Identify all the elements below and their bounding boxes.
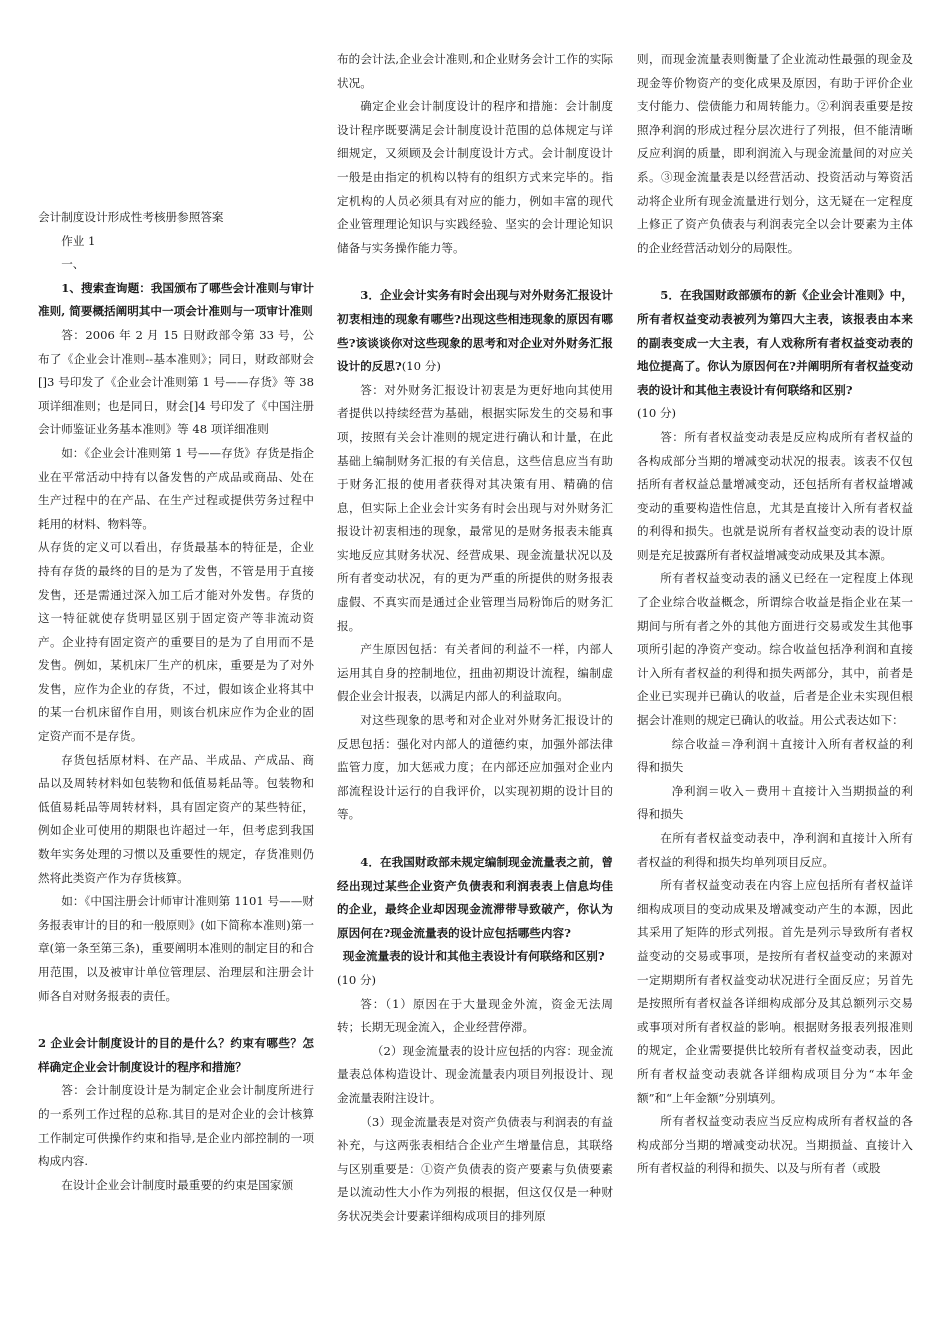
answer-1-para-4: 存货包括原材料、在产品、半成品、产成品、商品以及周转材料如包装物和低值易耗品等。包装物和低值易耗品等周转材料，具有固定资产的某些特征，例如企业可使用的期限也许超过一年，但考虑到我国数年实务处理的习惯以及重要性的规定，存货准则仍然将此类资产作为存货核算。 <box>38 752 314 885</box>
answer-5-para-1: 答：所有者权益变动表是反应构成所有者权益的各构成部分当期的增减变动状况的报表。该表不仅包括所有者权益总量增减变动，还包括所有者权益增减变动的重要构造性信息，尤其是直接计入所有者权益的利得和损失。也就是说所有者权益变动表的设计原则是充足披露所有者权益增减变动成果及其本源。 <box>637 429 913 562</box>
question-4: 4．在我国财政部未规定编制现金流量表之前，曾经出现过某些企业资产负债表和利润表表上信息均佳的企业，最终企业却因现金流滞带导致破产，你认为原因何在?现金流量表的设计应包括哪些内容? <box>337 855 613 940</box>
question-1: 1、搜索查询题：我国颁布了哪些会计准则与审计准则, 简要概括阐明其中一项会计准则与一项审计准则 <box>38 280 314 319</box>
formula-2: 净利润＝收入－费用＋直接计入当期损益的利得和损失 <box>637 783 913 822</box>
answer-4-para-1: 答：（1）原因在于大量现金外流，资金无法周转；长期无现金流入，企业经营停滞。 <box>337 996 613 1035</box>
answer-1-para-1: 答：2006 年 2 月 15 日财政部令第 33 号，公布了《企业会计准则--基本准则》；同日，财政部财会[]3 号印发了《企业会计准则第 1 号——存货》等 38 项详细准则；也是同日，财会[]4 号印发了《中国注册会计师鉴证业务基本准则》等 48 项详细准则 <box>38 327 314 437</box>
column-left <box>38 0 314 1197</box>
answer-1-para-3: 从存货的定义可以看出，存货最基本的特征是，企业持有存货的最终的目的是为了发售，不管是用于直接发售，还是需通过深入加工后才能对外发售。存货的这一特征就使存货明显区别于固定资产等非流动资产。企业持有固定资产的重要目的是为了自用而不是发售。例如，某机床厂生产的机床，重要是为了对外发售，应作为企业的存货，不过，假如该企业将其中的某一台机床留作自用，则该台机床应作为企业的固定资产而不是存货。 <box>38 540 314 744</box>
formula-1: 综合收益＝净利润＋直接计入所有者权益的利得和损失 <box>637 736 913 775</box>
answer-1-para-5: 如：《中国注册会计师审计准则第 1101 号——财务报表审计的目的和一般原则》(如下简称本准则)第一章(第一条至第三条)，重要阐明本准则的制定目的和合用范围，以及被审计单位管理层、治理层和注册会计师各自对财务报表的责任。 <box>38 894 314 1003</box>
question-5: 5．在我国财政部颁布的新《企业会计准则》中，所有者权益变动表被列为第四大主表，该报表由本来的副表变成一大主表，有人戏称所有者权益变动表的地位提高了。你认为原因何在?并阐明所有者权益变动表的设计和其他主表设计有何联络和区别? <box>637 288 913 397</box>
question-4-part-2: 现金流量表的设计和其他主表设计有何联络和区别? <box>342 949 605 964</box>
answer-5-para-2: 所有者权益变动表的涵义已经在一定程度上体现了企业综合收益概念，所谓综合收益是指企业在某一期间与所有者之外的其他方面进行交易或发生其他事项所引起的净资产变动。综合收益包括净利润和直接计入所有者权益的利得和损失两部分，其中，前者是企业已实现并已确认的收益，后者是企业未实现但根据会计准则的规定已确认的收益。用公式表达如下： <box>637 571 913 728</box>
question-5-score: (10 分) <box>637 406 677 421</box>
question-4-score: (10 分) <box>337 972 377 987</box>
question-3-text: 3．企业会计实务有时会出现与对外财务汇报设计初衷相违的现象有哪些?出现这些相违现象的原因有哪些?该谈谈你对这些现象的思考和对企业对外财务汇报设计的反思? <box>337 288 613 374</box>
question-3-score: (10 分) <box>401 359 441 374</box>
answer-2-para-1: 答：会计制度设计是为制定企业会计制度所进行的一系列工作过程的总称.其目的是对企业的会计核算工作制定可供操作约束和指导,是企业内部控制的一项构成内容. <box>38 1083 314 1169</box>
answer-2-para-2: 在设计企业会计制度时最重要的约束是国家颁 <box>61 1177 294 1192</box>
question-2: 2 企业会计制度设计的目的是什么？约束有哪些？怎样确定企业会计制度设计的程序和措施？ <box>38 1036 314 1074</box>
answer-2-para-3: 布的会计法,企业会计准则,和企业财务会计工作的实际状况。 <box>337 52 613 90</box>
answer-3-para-1: 答：对外财务汇报设计初衷是为更好地向其使用者提供以持续经营为基础，根据实际发生的交易和事项，按照有关会计准则的规定进行确认和计量，在此基础上编制财务汇报的有关信息，这些信息应当有助于财务汇报的使用者获得对其决策有用、精确的信息，但实际上企业会计实务有时会出现与对外财务汇报设计初衷相违的现象，最常见的是财务报表未能真实地反应其财务状况、经营成果、现金流量状况以及所有者变动状况，有的更为严重的所提供的财务报表虚假、不真实而是通过企业管理当局粉饰后的财务汇报。 <box>337 382 613 633</box>
answer-3-para-3: 对这些现象的思考和对企业对外财务汇报设计的反思包括：强化对内部人的道德约束，加强外部法律监管力度，加大惩戒力度；在内部还应加强对企业内部流程设计运行的自我评价，以实现初期的设计目的等。 <box>337 713 613 822</box>
answer-4-para-3: （3）现金流量表是对资产负债表与利润表的有益补充，与这两张表相结合企业产生增量信息，其联络与区别重要是：①资产负债表的资产要素与负债要素是以流动性大小作为列报的根据，但这仅仅是一种财务状况类会计要素详细构成项目的排列原 <box>337 1114 613 1223</box>
answer-3-para-2: 产生原因包括：有关者间的利益不一样，内部人运用其自身的控制地位，扭曲初期设计流程，编制虚假企业会计报表，以满足内部人的利益取向。 <box>337 642 613 704</box>
section-number: 一、 <box>61 257 85 272</box>
question-3 <box>337 284 613 378</box>
answer-4-para-2: （2）现金流量表的设计应包括的内容：现金流量表总体构造设计、现金流量表内项目列报设计、现金流量表附注设计。 <box>337 1043 613 1105</box>
answer-2-para-4: 确定企业会计制度设计的程序和措施：会计制度设计程序既要满足会计制度设计范围的总体规定与详细规定，又须顾及会计制度设计方式。会计制度设计一般是由指定的机构以特有的组织方式来完毕的。指定机构的人员必须具有对应的能力，例如丰富的现代企业管理理论知识与实践经验、坚实的会计理论知识储备与实务操作能力等。 <box>337 99 613 255</box>
answer-1-para-2: 如：《企业会计准则第 1 号——存货》存货是指企业在平常活动中持有以备发售的产成品或商品、处在生产过程中的在产品、在生产过程或提供劳务过程中耗用的材料、物料等。 <box>38 445 314 531</box>
assignment-label: 作业 1 <box>61 233 96 248</box>
answer-5-para-5: 所有者权益变动表应当反应构成所有者权益的各构成部分当期的增减变动状况。当期损益、直接计入所有者权益的利得和损失、以及与所有者（或股 <box>637 1114 913 1176</box>
document-title: 会计制度设计形成性考核册参照答案 <box>38 210 224 224</box>
column-middle <box>337 0 613 1229</box>
column-right <box>637 0 913 1181</box>
answer-5-para-4: 所有者权益变动表在内容上应包括所有者权益详细构成项目的变动成果及增减变动产生的本源，因此其采用了矩阵的形式列报。首先是列示导致所有者权益变动的交易或事项，是按所有者权益变动的来源对一定期期所有者权益变动状况进行全面反应；另首先是按照所有者权益各详细构成部分及其总额列示交易或事项对所有者权益的影响。根据财务报表列报准则的规定，企业需要提供比较所有者权益变动表，因此所有者权益变动表就各详细构成项目分为“本年金额”和“上年金额”分别填列。 <box>637 878 913 1105</box>
answer-5-para-3: 在所有者权益变动表中，净利润和直接计入所有者权益的利得和损失均单列项目反应。 <box>637 831 913 869</box>
answer-4-para-4: 则，而现金流量表则衡量了企业流动性最强的现金及现金等价物资产的变化成果及原因，有助于评价企业支付能力、偿债能力和周转能力。②利润表重要是按照净利润的形成过程分层次进行了列报，但不能清晰反应利润的质量，即利润流入与现金流量间的对应关系。③现金流量表是以经营活动、投资活动与筹资活动将企业所有现金流量进行划分，这无疑在一定程度上修正了资产负债表与利润表完全以会计要素为主体的企业经营活动划分的局限性。 <box>637 52 913 255</box>
